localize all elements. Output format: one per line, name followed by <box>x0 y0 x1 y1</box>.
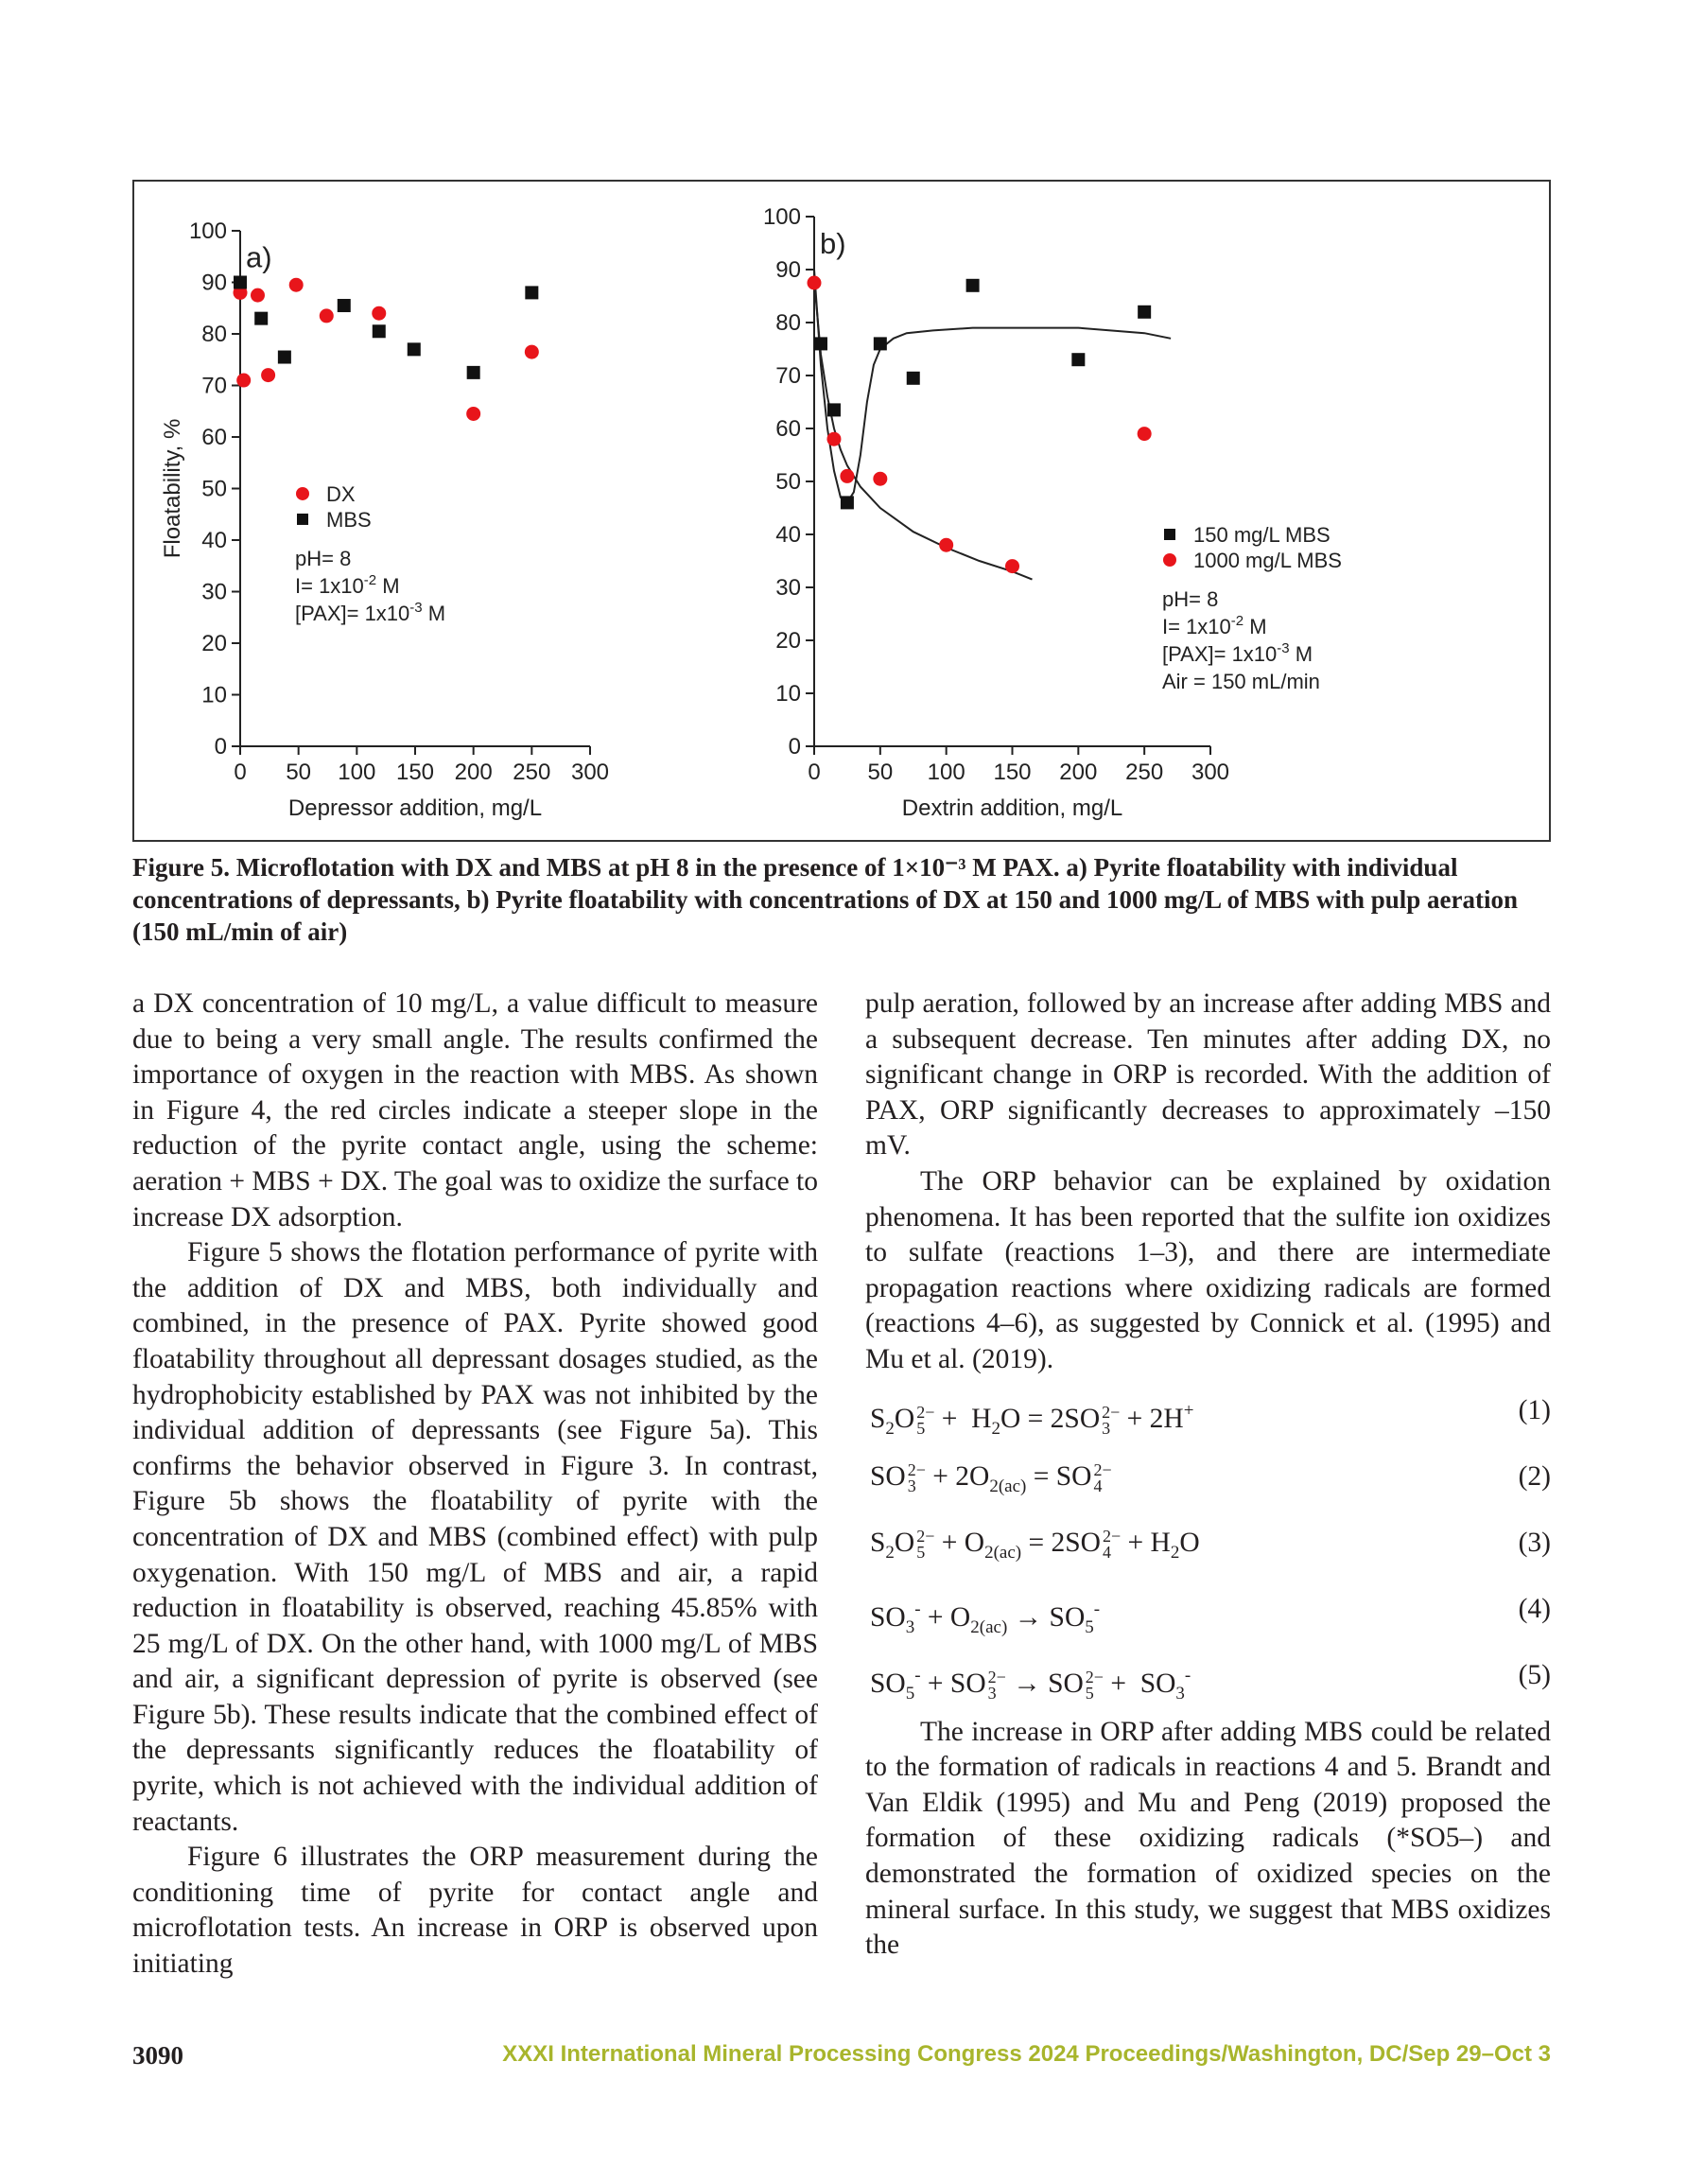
y-tick-label: 80 <box>775 310 801 336</box>
y-tick-label: 80 <box>201 322 227 347</box>
x-tick-label: 300 <box>1191 760 1230 785</box>
equation-4: $SO_3^- + O_{2(ac)} \to SO_5^-$ (4) <box>870 1593 1551 1637</box>
data-point-square <box>874 337 887 350</box>
annotation: $[PAX]= 1x10^{-3}$ M <box>295 599 446 625</box>
annotation: pH= 8 <box>295 546 352 570</box>
data-point-circle <box>261 368 275 382</box>
equation-number: (5) <box>1518 1659 1551 1690</box>
y-tick-label: 40 <box>775 522 801 548</box>
x-tick-label: 100 <box>338 760 376 785</box>
journal-name: XXXI International Mineral Processing Congress 2024 Proceedings/Washington, DC/Sep 29–Oct 3 <box>502 2041 1551 2067</box>
x-tick-label: 250 <box>513 760 551 785</box>
paragraph: pulp aeration, followed by an increase after adding MBS and a subsequent decrease. Ten minutes after adding DX, no significant change in ORP is recorded. With the addition of PAX, ORP significantly decreases to approximately –150 mV. <box>865 988 1551 1162</box>
y-tick-label: 10 <box>775 681 801 707</box>
data-point-square <box>1071 353 1085 366</box>
equation-number: (3) <box>1518 1527 1551 1558</box>
x-axis-label: Dextrin addition, mg/L <box>901 795 1123 821</box>
equation-1: $S_2O$ 2− 5 + $H_2O = 2SO$ 2− 3 + 2H+ (1) <box>870 1394 1551 1439</box>
x-tick-label: 300 <box>570 760 610 785</box>
data-point-circle <box>1138 427 1152 441</box>
data-point-circle <box>236 374 251 388</box>
fit-curve <box>814 280 1033 579</box>
legend-label: 150 mg/L MBS <box>1193 523 1330 547</box>
legend-marker-square <box>1164 529 1175 540</box>
y-tick-label: 90 <box>201 270 227 296</box>
panel-label: a) <box>246 240 272 274</box>
y-tick-label: 10 <box>201 682 227 708</box>
y-tick-label: 60 <box>201 425 227 450</box>
data-point-circle <box>466 407 480 421</box>
y-tick-label: 50 <box>775 469 801 495</box>
x-tick-label: 0 <box>808 760 821 785</box>
data-point-square <box>234 276 247 289</box>
data-point-square <box>1138 306 1151 319</box>
equation-number: (4) <box>1518 1593 1551 1624</box>
y-tick-label: 20 <box>775 628 801 654</box>
paragraph: The increase in ORP after adding MBS could be related to the formation of radicals in reactions 4 and 5. Brandt and Van Eldik (1995) and Mu and Peng (2019) proposed the formation of these oxidizing radicals (*SO5–) and demonstrated the formation of oxidized species on the mineral surface. In this study, we suggest that MBS oxidizes the <box>865 1716 1551 1961</box>
y-tick-label: 40 <box>201 528 227 553</box>
data-point-square <box>966 279 980 292</box>
x-tick-label: 200 <box>454 760 493 785</box>
x-tick-label: 50 <box>867 760 894 785</box>
figure-5-charts <box>134 182 1549 840</box>
data-point-circle <box>840 469 854 483</box>
data-point-square <box>373 324 386 338</box>
page-footer <box>132 2041 1551 2073</box>
chart-panel-a <box>160 218 609 821</box>
right-column <box>865 987 1551 1964</box>
paragraph: a DX concentration of 10 mg/L, a value difficult to measure due to being a very small angle. The results confirmed the importance of oxygen in the reaction with MBS. As shown in Figure 4, the red circles indicate a steeper slope in the reduction of the pyrite contact angle, using the scheme: aeration + MBS + DX. The goal was to oxidize the surface to increase DX adsorption. <box>132 988 818 1232</box>
legend-marker-square <box>297 514 308 525</box>
left-column <box>132 987 818 1983</box>
data-point-circle <box>826 432 841 446</box>
data-point-circle <box>251 288 265 303</box>
figure-caption: Figure 5. Microflotation with DX and MBS at pH 8 in the presence of 1×10⁻³ M PAX. a) Pyrite floatability with individual concentrations of depressants, b) Pyrite floatability with concentrations of DX at 150 and 1000 mg/L of MBS with pulp aeration (150 mL/min of air) <box>132 853 1518 946</box>
panel-label: b) <box>820 227 846 260</box>
x-tick-label: 150 <box>993 760 1032 785</box>
data-point-square <box>841 496 854 509</box>
x-axis-label: Depressor addition, mg/L <box>287 795 543 821</box>
x-tick-label: 200 <box>1059 760 1098 785</box>
page-number: 3090 <box>132 2041 183 2070</box>
data-point-square <box>408 342 421 356</box>
x-tick-label: 250 <box>1125 760 1164 785</box>
legend-marker-circle <box>296 487 309 500</box>
data-point-square <box>254 312 268 325</box>
x-tick-label: 50 <box>286 760 312 785</box>
y-tick-label: 100 <box>188 218 227 244</box>
data-point-circle <box>939 538 953 552</box>
y-tick-label: 0 <box>214 734 227 760</box>
annotation: pH= 8 <box>1162 587 1219 611</box>
equation-3: $S_2O$ 2− 5 + $O_{2(ac)} = 2SO$ 2− 4 + $H_2O$ (3) <box>870 1526 1551 1563</box>
paragraph: Figure 5 shows the flotation performance of pyrite with the addition of DX and MBS, both individually and combined, in the presence of PAX. Pyrite showed good floatability throughout all depressant dosages studied, as the hydrophobicity established by PAX was not inhibited by the individual addition of depressants (see Figure 5a). This confirms the behavior observed in Figure 3. In contrast, Figure 5b shows the floatability of pyrite with the concentration of DX and MBS (combined effect) with pulp oxygenation. With 150 mg/L of MBS and air, a rapid reduction in floatability is observed, reaching 45.85% with 25 mg/L of DX. On the other hand, with 1000 mg/L of MBS and air, a significant depression of pyrite is observed (see Figure 5b). These results indicate that the combined effect of the depressants significantly reduces the floatability of pyrite, which is not achieved with the individual addition of reactants. <box>132 1237 818 1837</box>
equation-number: (2) <box>1518 1460 1551 1492</box>
data-point-square <box>338 299 351 312</box>
data-point-square <box>907 372 920 385</box>
x-tick-label: 100 <box>927 760 965 785</box>
data-point-circle <box>289 278 304 292</box>
data-point-circle <box>873 472 887 486</box>
equation-5: $SO_5^-$ + SO 2− 3 → SO 2− 5 + $SO_3^-$ (5) <box>870 1659 1551 1704</box>
data-point-circle <box>320 308 334 323</box>
data-point-circle <box>525 345 539 359</box>
y-tick-label: 20 <box>201 631 227 656</box>
y-tick-label: 30 <box>775 575 801 601</box>
legend-label: 1000 mg/L MBS <box>1193 549 1342 572</box>
legend-label: MBS <box>326 507 372 532</box>
x-tick-label: 0 <box>234 760 247 785</box>
data-point-circle <box>808 276 822 290</box>
data-point-circle <box>372 306 386 321</box>
paragraph: Figure 6 illustrates the ORP measurement during the conditioning time of pyrite for contact angle and microflotation tests. An increase in ORP is observed upon initiating <box>132 1842 818 1980</box>
y-tick-label: 70 <box>775 363 801 389</box>
equation-2: SO 2− 3 + $2O_{2(ac)}$ = SO 2− 4 (2) <box>870 1459 1551 1496</box>
y-tick-label: 50 <box>201 476 227 502</box>
y-tick-label: 70 <box>201 373 227 399</box>
annotation: $I= 1x10^{-2}$ M <box>1162 613 1267 638</box>
data-point-square <box>827 403 841 416</box>
figure-5 <box>132 180 1551 842</box>
y-tick-label: 60 <box>775 416 801 442</box>
equation-number: (1) <box>1518 1394 1551 1425</box>
chart-panel-b <box>763 204 1342 821</box>
y-tick-label: 100 <box>762 204 801 230</box>
fit-curve <box>814 270 1171 502</box>
data-point-square <box>467 366 480 379</box>
y-tick-label: 30 <box>201 579 227 605</box>
x-tick-label: 150 <box>395 760 435 785</box>
annotation: $I= 1x10^{-2}$ M <box>295 571 400 598</box>
y-tick-label: 0 <box>788 734 801 760</box>
legend-label: DX <box>326 481 356 506</box>
y-tick-label: 90 <box>775 257 801 283</box>
data-point-square <box>525 286 538 299</box>
data-point-circle <box>1005 559 1019 573</box>
annotation: $[PAX]= 1x10^{-3}$ M <box>1162 640 1313 666</box>
annotation: Air = 150 mL/min <box>1162 670 1320 693</box>
data-point-square <box>278 351 291 364</box>
data-point-square <box>814 337 827 350</box>
y-axis-label: Floatability, % <box>160 418 185 559</box>
legend-marker-circle <box>1163 553 1176 567</box>
paragraph: The ORP behavior can be explained by oxidation phenomena. It has been reported that the sulfite ion oxidizes to sulfate (reactions 1–3), and there are intermediate propagation reactions where oxidizing radicals are formed (reactions 4–6), as suggested by Connick et al. (1995) and Mu et al. (2019). <box>865 1165 1551 1374</box>
